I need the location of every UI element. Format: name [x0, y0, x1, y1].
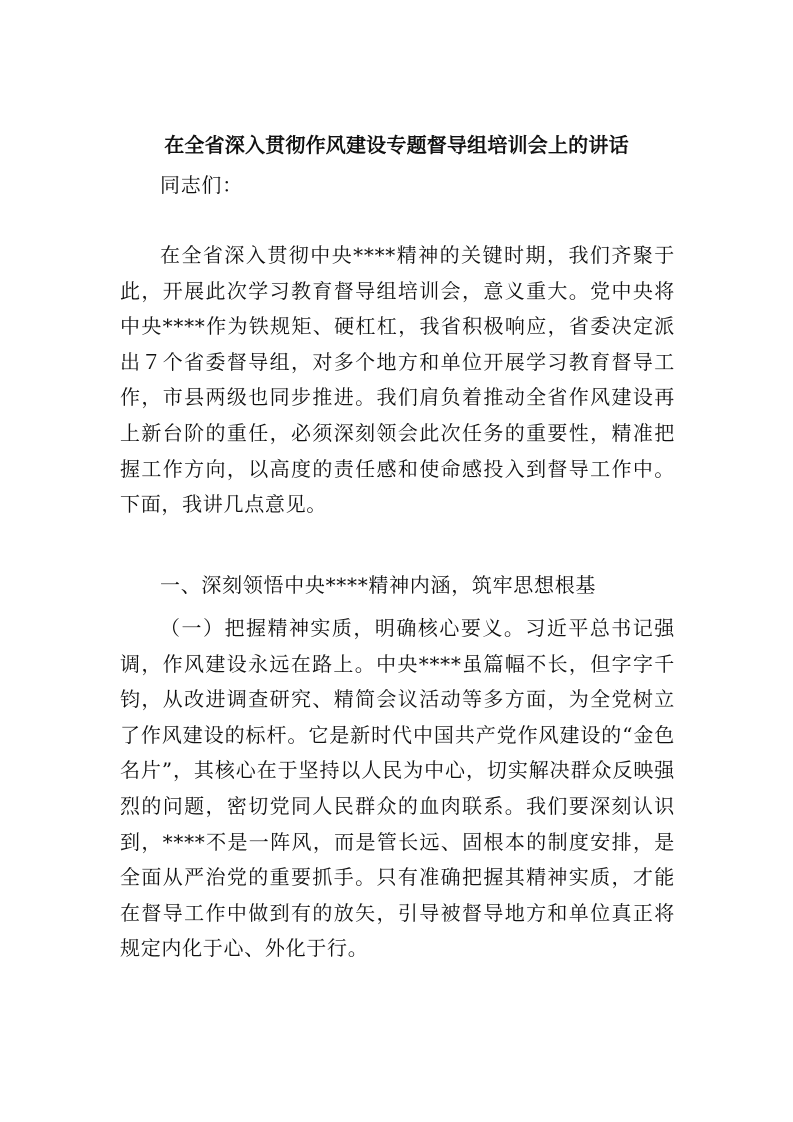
paragraph-intro: 在全省深入贯彻中央****精神的关键时期，我们齐聚于此，开展此次学习教育督导组培训会，意义重大。党中央将中央****作为铁规矩、硬杠杠，我省积极响应，省委决定派出７个省委督导组，对多个地方和单位开展学习教育督导工作，市县两级也同步推进。我们肩负着推动全省作风建设再上新台阶的重任，必须深刻领会此次任务的重要性，精准把握工作方向，以高度的责任感和使命感投入到督导工作中。下面，我讲几点意见。: [120, 243, 675, 517]
greeting: 同志们：: [160, 173, 243, 197]
document-title: 在全省深入贯彻作风建设专题督导组培训会上的讲话: [164, 133, 629, 157]
section-heading-1: 一、深刻领悟中央****精神内涵，筑牢思想根基: [160, 573, 597, 597]
paragraph-section-1-1: （一）把握精神实质，明确核心要义。习近平总书记强调，作风建设永远在路上。中央****虽篇幅不长，但字字千钧，从改进调查研究、精简会议活动等多方面，为全党树立了作风建设的标杆。它是新时代中国共产党作风建设的“金色名片”，其核心在于坚持以人民为中心，切实解决群众反映强烈的问题，密切党同人民群众的血肉联系。我们要深刻认识到，****不是一阵风，而是管长远、固根本的制度安排，是全面从严治党的重要抓手。只有准确把握其精神实质，才能在督导工作中做到有的放矢，引导被督导地方和单位真正将规定内化于心、外化于行。: [120, 616, 675, 961]
